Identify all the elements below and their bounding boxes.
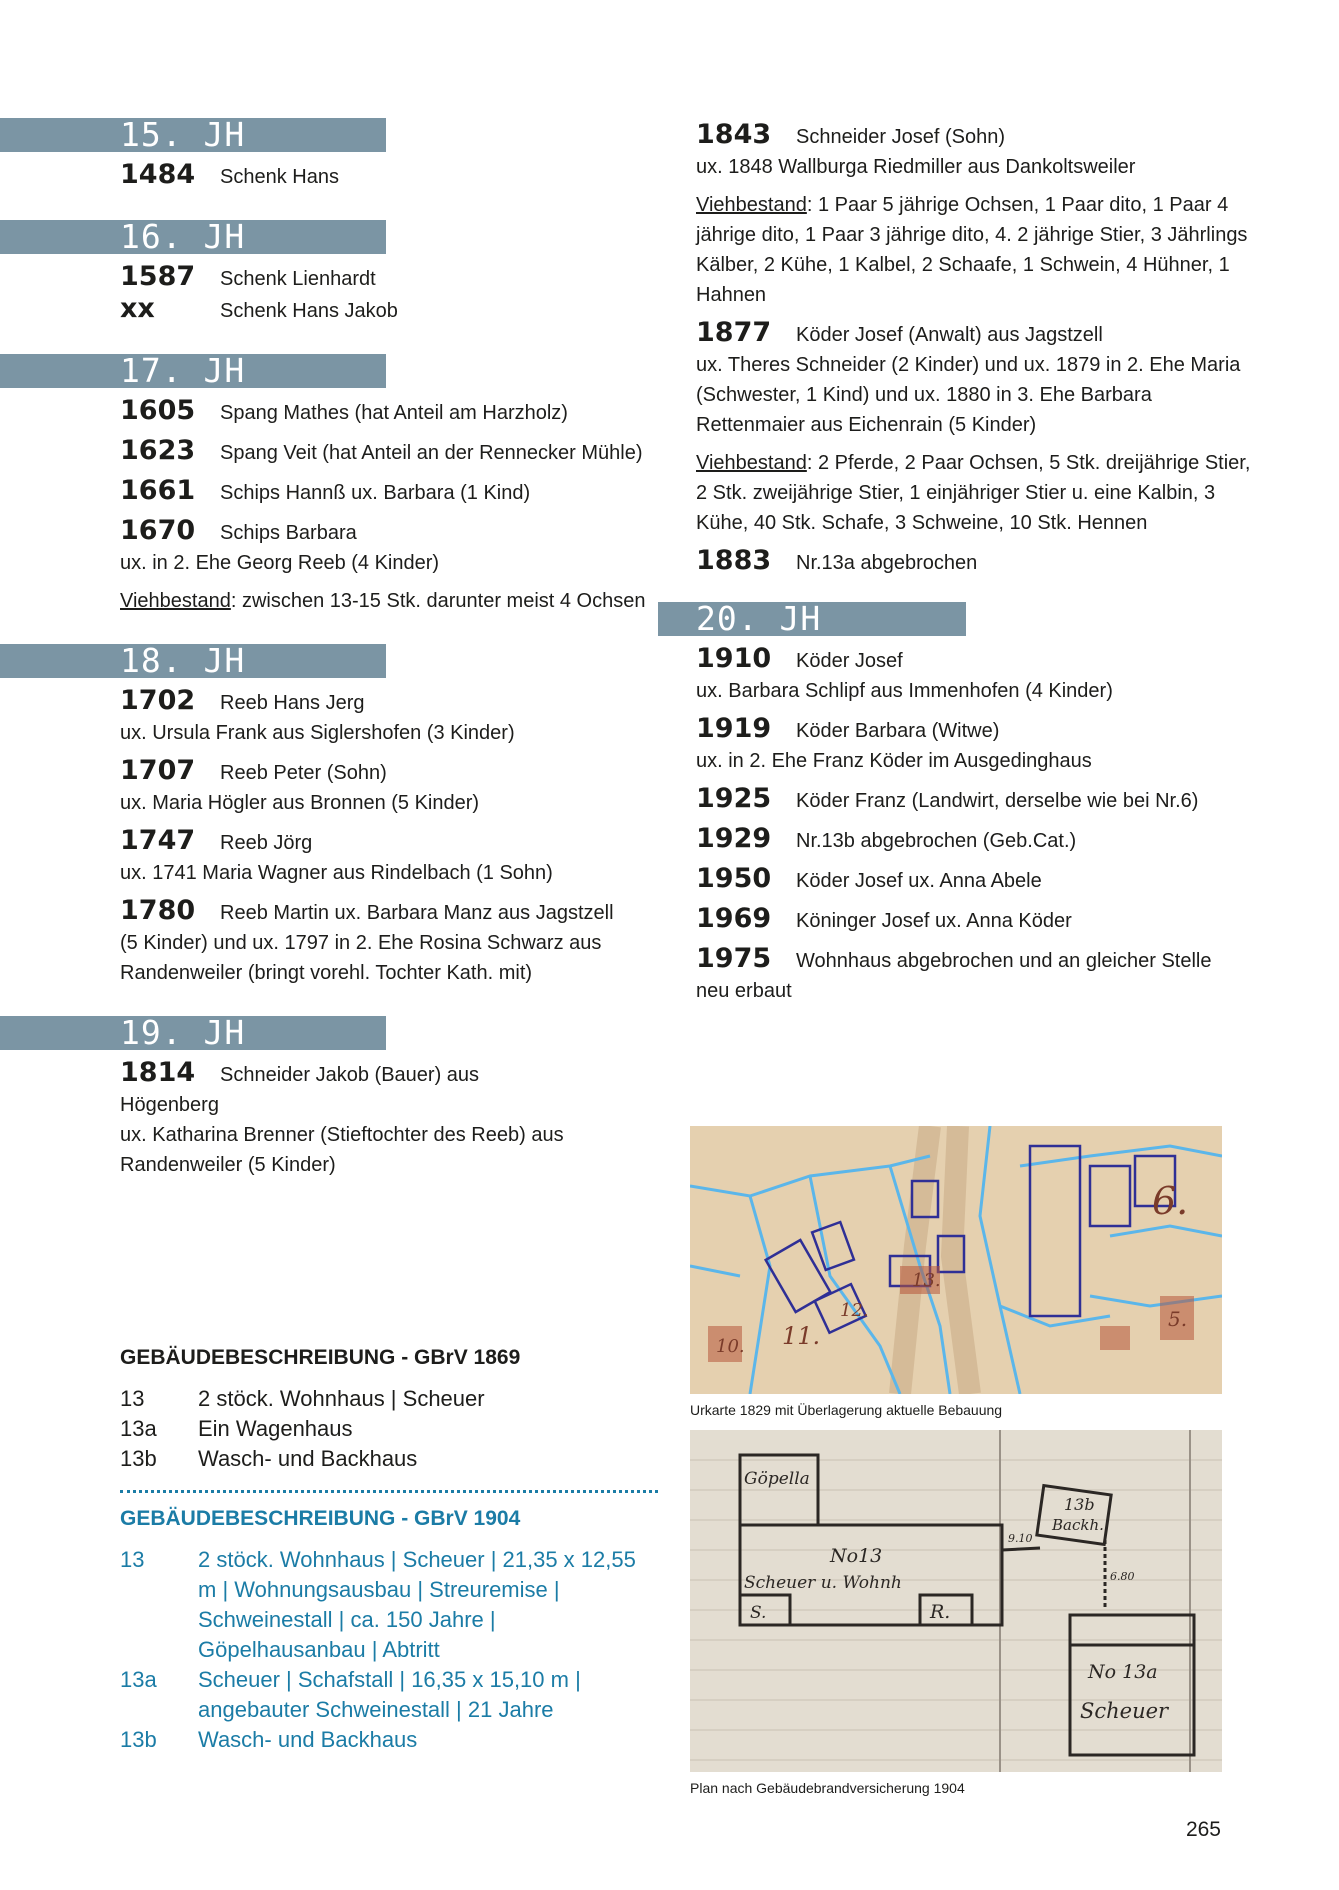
century-heading: 20. JH bbox=[658, 602, 966, 636]
entry-year: 1883 bbox=[696, 545, 772, 576]
entry-text: Reeb Hans Jerg bbox=[220, 692, 365, 714]
chronicle-entry bbox=[658, 318, 1258, 440]
entry-text: Schneider Josef (Sohn) bbox=[796, 126, 1006, 148]
entry-detail: ux. Maria Högler aus Bronnen (5 Kinder) bbox=[120, 792, 480, 814]
chronicle-entry bbox=[0, 476, 650, 508]
gbrv-row bbox=[120, 1444, 658, 1474]
entry-text: Schips Barbara bbox=[220, 522, 357, 544]
entry-year: 1605 bbox=[120, 395, 196, 426]
livestock-note bbox=[658, 448, 1258, 538]
entry-year: 1587 bbox=[120, 261, 196, 292]
plan-label: Backh. bbox=[1052, 1516, 1104, 1534]
cadastral-map-image bbox=[690, 1126, 1222, 1394]
building-id: 13b bbox=[120, 1446, 157, 1471]
plan-label: Scheuer u. Wohnh bbox=[744, 1573, 902, 1593]
entry-year: 1950 bbox=[696, 863, 772, 894]
building-desc: 2 stöck. Wohnhaus | Scheuer | 21,35 x 12,55 m | Wohnungsausbau | Streuremise | Schweinestall | ca. 150 Jahre | Göpelhausanbau | Abtritt bbox=[198, 1547, 636, 1662]
entry-year: 1975 bbox=[696, 943, 772, 974]
entry-detail: neu erbaut bbox=[696, 980, 792, 1002]
gbrv-row bbox=[120, 1665, 658, 1725]
entry-year: xx bbox=[120, 293, 155, 324]
century-heading: 18. JH bbox=[0, 644, 386, 678]
map-label: 6. bbox=[1152, 1179, 1189, 1223]
chronicle-entry bbox=[658, 714, 1258, 776]
plan-figure bbox=[690, 1430, 1222, 1796]
chronicle-entry bbox=[658, 944, 1258, 1006]
entry-detail: ux. 1848 Wallburga Riedmiller aus Dankoltsweiler bbox=[696, 156, 1136, 178]
entry-year: 1910 bbox=[696, 643, 772, 674]
map-label: 5. bbox=[1168, 1307, 1188, 1331]
entry-detail: ux. Ursula Frank aus Siglershofen (3 Kinder) bbox=[120, 722, 515, 744]
entry-text: Köder Josef ux. Anna Abele bbox=[796, 870, 1042, 892]
chronicle-entry bbox=[0, 826, 650, 888]
entry-text: Köninger Josef ux. Anna Köder bbox=[796, 910, 1072, 932]
building-desc: Scheuer | Schafstall | 16,35 x 15,10 m | angebauter Schweinestall | 21 Jahre bbox=[198, 1667, 581, 1722]
chronicle-entry bbox=[0, 516, 650, 578]
map-label: 13. bbox=[912, 1270, 941, 1291]
building-desc: 2 stöck. Wohnhaus | Scheuer bbox=[198, 1386, 485, 1411]
gbrv-row bbox=[120, 1545, 658, 1665]
century-19 bbox=[0, 1013, 650, 1180]
chronicle-entry bbox=[658, 644, 1258, 706]
century-heading: 17. JH bbox=[0, 354, 386, 388]
century-heading: 16. JH bbox=[0, 220, 386, 254]
entry-text: Reeb Jörg bbox=[220, 832, 313, 854]
map-caption: Urkarte 1829 mit Überlagerung aktuelle Bebauung bbox=[690, 1402, 1003, 1418]
century-18 bbox=[0, 641, 650, 988]
map-label: 12. bbox=[840, 1300, 869, 1321]
left-column bbox=[0, 115, 650, 1208]
livestock-label: Viehbestand bbox=[696, 452, 807, 474]
century-16 bbox=[0, 217, 650, 326]
entry-detail: ux. 1741 Maria Wagner aus Rindelbach (1 Sohn) bbox=[120, 862, 553, 884]
plan-label: No13 bbox=[830, 1545, 883, 1567]
building-desc: Ein Wagenhaus bbox=[198, 1416, 353, 1441]
livestock-label: Viehbestand bbox=[696, 194, 807, 216]
century-15 bbox=[0, 115, 650, 192]
right-column bbox=[658, 120, 1258, 1006]
entry-text: Reeb Martin ux. Barbara Manz aus Jagstzell bbox=[220, 902, 614, 924]
chronicle-entry bbox=[0, 294, 650, 326]
livestock-text: : 1 Paar 5 jährige Ochsen, 1 Paar dito, 1 Paar 4 jährige dito, 1 Paar 3 jährige dito, 4. 2 jährige Stier, 3 Jährlings Kälber, 2 Kühe, 1 Kalbel, 2 Schaafe, 1 Schwein, 4 Hühner, 1 Hahnen bbox=[696, 194, 1248, 306]
century-heading: 19. JH bbox=[0, 1016, 386, 1050]
entry-text: Nr.13a abgebrochen bbox=[796, 552, 978, 574]
chronicle-entry bbox=[0, 396, 650, 428]
chronicle-entry bbox=[0, 686, 650, 748]
entry-year: 1670 bbox=[120, 515, 196, 546]
building-id: 13 bbox=[120, 1386, 145, 1411]
entry-year: 1623 bbox=[120, 435, 196, 466]
chronicle-entry bbox=[658, 120, 1258, 182]
entry-year: 1814 bbox=[120, 1057, 196, 1088]
plan-label: 6.80 bbox=[1110, 1570, 1135, 1583]
entry-text: Nr.13b abgebrochen (Geb.Cat.) bbox=[796, 830, 1077, 852]
map-label: 10. bbox=[716, 1336, 745, 1357]
plan-label: 13b bbox=[1064, 1495, 1095, 1514]
page-number: 265 bbox=[1185, 1818, 1221, 1841]
chronicle-entry bbox=[0, 756, 650, 818]
map-label: 11. bbox=[782, 1322, 821, 1350]
gbrv-row bbox=[120, 1414, 658, 1444]
building-descriptions bbox=[120, 1346, 658, 1755]
entry-text: Schips Hannß ux. Barbara (1 Kind) bbox=[220, 482, 531, 504]
entry-text: Wohnhaus abgebrochen und an gleicher Stelle bbox=[796, 950, 1212, 972]
livestock-note bbox=[0, 586, 650, 616]
century-heading: 15. JH bbox=[0, 118, 386, 152]
building-id: 13 bbox=[120, 1547, 145, 1572]
entry-detail: ux. Barbara Schlipf aus Immenhofen (4 Kinder) bbox=[696, 680, 1113, 702]
dotted-divider bbox=[120, 1490, 658, 1493]
building-id: 13a bbox=[120, 1667, 157, 1692]
entry-detail: (5 Kinder) und ux. 1797 in 2. Ehe Rosina Schwarz aus Randenweiler (bringt vorehl. Tochter Kath. mit) bbox=[120, 932, 602, 984]
chronicle-entry bbox=[0, 1058, 580, 1180]
entry-text: Spang Veit (hat Anteil an der Rennecker Mühle) bbox=[220, 442, 643, 464]
plan-caption: Plan nach Gebäudebrandversicherung 1904 bbox=[690, 1780, 965, 1796]
entry-detail: ux. in 2. Ehe Georg Reeb (4 Kinder) bbox=[120, 552, 440, 574]
entry-year: 1925 bbox=[696, 783, 772, 814]
plan-label: Göpella bbox=[744, 1469, 810, 1489]
entry-year: 1484 bbox=[120, 159, 196, 190]
gbrv-1869-title: GEBÄUDEBESCHREIBUNG - GBrV 1869 bbox=[120, 1346, 521, 1369]
plan-label: S. bbox=[750, 1603, 767, 1623]
building-desc: Wasch- und Backhaus bbox=[198, 1727, 418, 1752]
plan-label: 9.10 bbox=[1008, 1532, 1033, 1545]
entry-text: Spang Mathes (hat Anteil am Harzholz) bbox=[220, 402, 568, 424]
entry-year: 1780 bbox=[120, 895, 196, 926]
livestock-text: : zwischen 13-15 Stk. darunter meist 4 Ochsen bbox=[230, 590, 646, 612]
entry-year: 1877 bbox=[696, 317, 772, 348]
plan-label: Scheuer bbox=[1080, 1699, 1169, 1723]
entry-text: Köder Barbara (Witwe) bbox=[796, 720, 1000, 742]
entry-year: 1919 bbox=[696, 713, 772, 744]
building-desc: Wasch- und Backhaus bbox=[198, 1446, 418, 1471]
plan-label: No 13a bbox=[1088, 1661, 1158, 1683]
chronicle-entry bbox=[658, 824, 1258, 856]
entry-year: 1747 bbox=[120, 825, 196, 856]
gbrv-row bbox=[120, 1725, 658, 1755]
entry-year: 1707 bbox=[120, 755, 196, 786]
chronicle-entry bbox=[658, 864, 1258, 896]
entry-year: 1969 bbox=[696, 903, 772, 934]
gbrv-1904-title: GEBÄUDEBESCHREIBUNG - GBrV 1904 bbox=[120, 1507, 521, 1530]
gbrv-row bbox=[120, 1384, 658, 1414]
chronicle-entry bbox=[658, 904, 1258, 936]
entry-detail: ux. Katharina Brenner (Stieftochter des Reeb) aus Randenweiler (5 Kinder) bbox=[120, 1124, 564, 1176]
entry-text: Schenk Hans bbox=[220, 166, 339, 188]
entry-text: Reeb Peter (Sohn) bbox=[220, 762, 387, 784]
livestock-note bbox=[658, 190, 1258, 310]
fire-insurance-plan-image bbox=[690, 1430, 1222, 1772]
entry-text: Köder Josef (Anwalt) aus Jagstzell bbox=[796, 324, 1103, 346]
building-id: 13b bbox=[120, 1727, 157, 1752]
chronicle-entry bbox=[658, 784, 1258, 816]
chronicle-entry bbox=[0, 160, 650, 192]
entry-text: Schenk Lienhardt bbox=[220, 268, 376, 290]
map-figure bbox=[690, 1126, 1222, 1418]
plan-label: R. bbox=[930, 1601, 951, 1623]
chronicle-entry bbox=[0, 262, 650, 294]
chronicle-entry bbox=[658, 546, 1258, 578]
entry-year: 1661 bbox=[120, 475, 196, 506]
entry-year: 1929 bbox=[696, 823, 772, 854]
entry-text: Schenk Hans Jakob bbox=[220, 300, 398, 322]
entry-text: Köder Franz (Landwirt, derselbe wie bei Nr.6) bbox=[796, 790, 1199, 812]
livestock-label: Viehbestand bbox=[120, 590, 231, 612]
entry-year: 1702 bbox=[120, 685, 196, 716]
livestock-text: : 2 Pferde, 2 Paar Ochsen, 5 Stk. dreijährige Stier, 2 Stk. zweijährige Stier, 1 einjähriger Stier u. eine Kalbin, 3 Kühe, 40 Stk. Schafe, 3 Schweine, 10 Stk. Hennen bbox=[696, 452, 1251, 534]
entry-text: Schneider Jakob (Bauer) aus Högenberg bbox=[120, 1064, 480, 1116]
entry-year: 1843 bbox=[696, 119, 772, 150]
entry-detail: ux. Theres Schneider (2 Kinder) und ux. 1879 in 2. Ehe Maria (Schwester, 1 Kind) und ux. 1880 in 3. Ehe Barbara Rettenmaier aus Eichenrain (5 Kinder) bbox=[696, 354, 1241, 436]
building-id: 13a bbox=[120, 1416, 157, 1441]
century-17 bbox=[0, 351, 650, 616]
chronicle-entry bbox=[0, 436, 650, 468]
entry-text: Köder Josef bbox=[796, 650, 903, 672]
entry-detail: ux. in 2. Ehe Franz Köder im Ausgedinghaus bbox=[696, 750, 1092, 772]
chronicle-entry bbox=[0, 896, 620, 988]
